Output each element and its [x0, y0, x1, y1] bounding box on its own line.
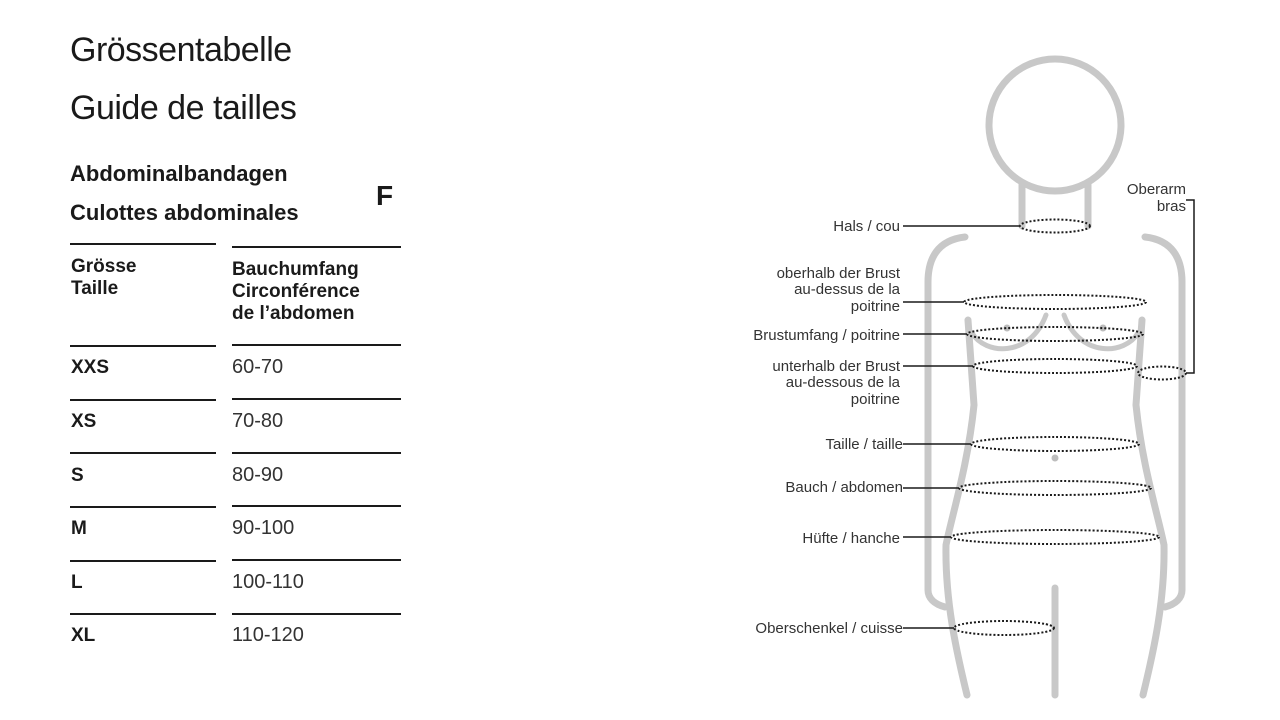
body-silhouette — [928, 59, 1182, 695]
thigh-measurement-ring — [954, 621, 1054, 635]
chest-measurement-ring — [967, 327, 1143, 341]
belly-label: Bauch / abdomen — [785, 479, 903, 496]
upper-arm-label-german: Oberarm — [1126, 181, 1186, 198]
table-row-size: XXS — [71, 357, 110, 378]
hip-label: Hüfte / hanche — [802, 530, 900, 547]
waist-measurement-ring — [971, 437, 1139, 451]
below-chest-measurement-ring — [973, 359, 1137, 373]
hip-measurement-ring — [951, 530, 1159, 544]
belly-measurement-ring — [959, 481, 1151, 495]
left-torso-outline — [946, 320, 974, 695]
title-french: Guide de tailles — [70, 89, 297, 127]
neck-measurement-ring — [1020, 220, 1090, 233]
table-row-range: 80-90 — [232, 464, 284, 486]
table-row-size: S — [71, 465, 84, 486]
above-chest-label-line: poitrine — [850, 298, 900, 315]
table-row-size: XL — [71, 625, 96, 646]
table-row-range: 60-70 — [232, 356, 284, 378]
breast-outline — [972, 315, 1138, 349]
above-chest-label-line: au-dessus de la — [794, 281, 900, 298]
table-row-size: L — [71, 572, 83, 593]
chest-label: Brustumfang / poitrine — [753, 327, 900, 344]
table-row-size: XS — [71, 411, 97, 432]
right-torso-outline — [1136, 320, 1164, 695]
navel-marker — [1052, 455, 1059, 462]
neck-label: Hals / cou — [833, 218, 900, 235]
table-row-size: M — [71, 518, 87, 539]
table-row-range: 90-100 — [232, 517, 295, 539]
upper-arm-bracket — [1186, 200, 1194, 373]
above-chest-label-line: oberhalb der Brust — [776, 265, 900, 282]
upper-arm-label-french: bras — [1156, 198, 1186, 215]
above-chest-measurement-ring — [964, 295, 1146, 309]
table-row-range: 100-110 — [232, 571, 304, 593]
thigh-label: Oberschenkel / cuisse — [755, 620, 903, 637]
product-name-german: Abdominalbandagen — [70, 161, 288, 186]
size-code: F — [376, 180, 394, 211]
column-header-size: Grösse Taille — [71, 256, 137, 299]
table-row-range: 70-80 — [232, 410, 284, 432]
table-row-range: 110-120 — [232, 624, 304, 646]
below-chest-label-line: poitrine — [850, 391, 900, 408]
product-name-french: Culottes abdominales — [70, 200, 299, 225]
below-chest-label-line: au-dessous de la — [785, 374, 900, 391]
head-outline — [989, 59, 1121, 191]
title-german: Grössentabelle — [70, 31, 292, 69]
column-header-abdomen: Bauchumfang Circonférence de l’abdomen — [232, 259, 360, 324]
waist-label: Taille / taille — [825, 436, 903, 453]
below-chest-label-line: unterhalb der Brust — [772, 358, 900, 375]
